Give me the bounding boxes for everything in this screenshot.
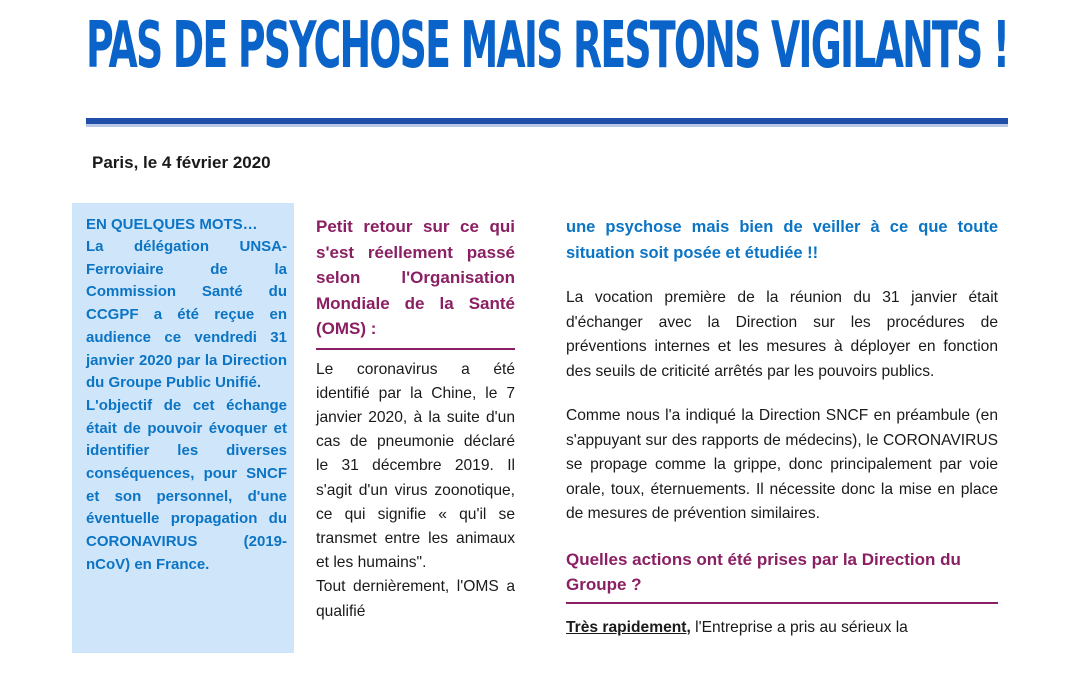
propagation-paragraph: Comme nous l'a indiqué la Direction SNCF en préambule (en s'appuyant sur des rapports de médecins), le CORONAVIRUS se propage comme la grippe, donc principalement par voie orale, toux, éternuements. Il nécessite donc la mise en place de mesures de prévention similaires.	[566, 407, 998, 522]
actions-paragraph	[566, 616, 998, 641]
column-2	[316, 214, 515, 624]
dateline: Paris, le 4 février 2020	[92, 153, 271, 172]
summary-box-content	[86, 213, 287, 577]
actions-paragraph-lead: Très rapidement,	[566, 618, 691, 636]
summary-paragraph-2: L'objectif de cet échange était de pouvoir évoquer et identifier les diverses conséquences, pour SNCF et son personnel, d'une éventuelle propagation du CORONAVIRUS (2019-nCoV) en France.	[86, 396, 287, 573]
section-divider	[566, 602, 998, 604]
header-rule-shadow	[86, 124, 1008, 127]
headline-banner	[86, 0, 1008, 100]
column-3-lead: une psychose mais bien de veiller à ce que toute situation soit posée et étudiée !!	[566, 218, 998, 262]
actions-paragraph-text: l'Entreprise a pris au sérieux la	[690, 618, 908, 636]
who-paragraph-1: Le coronavirus a été identifié par la Chine, le 7 janvier 2020, à la suite d'un cas de pneumonie déclaré le 31 décembre 2019. Il s'agit d'un virus zoonotique, ce qui signifie « qu'il se transmet entre les animaux et les humains".	[316, 360, 515, 572]
summary-box	[72, 203, 294, 653]
summary-paragraph-1: La délégation UNSA-Ferroviaire de la Commission Santé du CCGPF a été reçue en audience ce vendredi 31 janvier 2020 par la Direction du Groupe Public Unifié.	[86, 238, 287, 392]
column-3	[566, 214, 998, 640]
who-paragraph-2: Tout dernièrement, l'OMS a qualifié	[316, 578, 515, 620]
who-section-heading: Petit retour sur ce qui s'est réellement passé selon l'Organisation Mondiale de la Santé (OMS) :	[316, 217, 515, 338]
meeting-paragraph: La vocation première de la réunion du 31 janvier était d'échanger avec la Direction sur les procédures de préventions internes et les mesures à déployer en fonction des seuils de criticité arrêtés par les pouvoirs publics.	[566, 289, 998, 380]
actions-section-heading: Quelles actions ont été prises par la Direction du Groupe ?	[566, 549, 961, 594]
summary-title: EN QUELQUES MOTS…	[86, 216, 258, 233]
section-divider	[316, 348, 515, 350]
page-headline: PAS DE PSYCHOSE MAIS RESTONS VIGILANTS !	[86, 9, 1008, 83]
